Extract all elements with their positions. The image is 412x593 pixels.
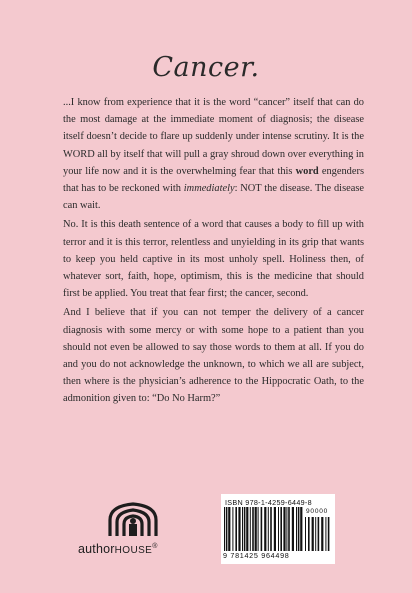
- paragraph-3-segment: And I believe that if you can not temper the delivery of a cancer diagnosis with some mercy or with some hope to a patient than you should not even be allowed to say those words to them at all. If you do and you do not acknowledge the unknown, to which we all are subject, then where is the physician’s adherence to the Hippocratic Oath, to the admonition given to: “Do No Harm?”: [63, 307, 364, 405]
- barcode-bar: [280, 507, 282, 551]
- barcode-bar: [296, 507, 297, 551]
- paragraph-1-segment: word: [295, 165, 319, 177]
- barcode-bars: [224, 507, 304, 551]
- barcode-bar: [312, 517, 314, 551]
- barcode-bar: [283, 507, 285, 551]
- barcode-bar: [232, 507, 233, 551]
- isbn-barcode: [221, 494, 335, 564]
- isbn-label: ISBN 978-1-4259-6449-8: [225, 498, 312, 507]
- barcode-bar: [264, 507, 266, 551]
- barcode-bar: [255, 507, 257, 551]
- paragraph-1-segment: engenders that has to be reckoned with: [63, 165, 364, 195]
- barcode-bar: [292, 507, 294, 551]
- barcode-bar: [226, 507, 228, 551]
- paragraph-3: [63, 304, 364, 407]
- registered-mark: ®: [152, 542, 158, 550]
- paragraph-1-segment: ...I know from experience that it is the word “cancer” itself that can do the most damage at the immediate moment of diagnosis; the disease itself doesn’t decide to flare up suddenly under intense scrutiny. It is the WORD all by itself that will pull a gray shroud down over everything in your life now and it is the overwhelming fear that this: [63, 97, 364, 177]
- barcode-bar: [325, 517, 326, 551]
- barcode-bar: [318, 517, 320, 551]
- paragraph-1-segment: : NOT the disease. The disease can wait.: [63, 183, 364, 212]
- barcode-bar: [250, 507, 251, 551]
- barcode-bar: [268, 507, 269, 551]
- barcode-bar: [228, 507, 230, 551]
- barcode-bar: [270, 507, 272, 551]
- barcode-bar: [224, 507, 225, 551]
- price-barcode-bars: [305, 517, 331, 551]
- paragraph-2: [63, 216, 364, 302]
- barcode-bar: [288, 507, 290, 551]
- barcode-bar: [258, 507, 259, 551]
- barcode-bar: [261, 507, 263, 551]
- barcode-bar: [242, 507, 243, 551]
- barcode-bar: [246, 507, 248, 551]
- publisher-name-part2: HOUSE: [114, 545, 153, 556]
- barcode-bar: [286, 507, 287, 551]
- barcode-bar: [278, 507, 279, 551]
- paragraph-1: [63, 94, 364, 214]
- price-code: 90000: [306, 508, 329, 515]
- barcode-bar: [235, 507, 237, 551]
- paragraph-2-segment: No. It is this death sentence of a word that causes a body to fill up with terror and it is this terror, relentless and unyielding in its grip that wants to keep you held captive in its most unholy spell. Holiness then, of whatever sort, faith, hope, optimism, this is the medicine that should first be applied. You treat that fear first; the cancer, second.: [63, 219, 364, 300]
- barcode-bar: [274, 507, 276, 551]
- body-text: [63, 94, 364, 410]
- publisher-name: [78, 542, 158, 556]
- page-title: Cancer.: [152, 52, 260, 83]
- barcode-bar: [244, 507, 246, 551]
- barcode-bar: [328, 517, 330, 551]
- barcode-digits: 9 781425 964498: [223, 551, 290, 560]
- barcode-bar: [321, 517, 323, 551]
- barcode-bar: [308, 517, 310, 551]
- publisher-name-part1: author: [78, 542, 115, 556]
- barcode-bar: [315, 517, 316, 551]
- barcode-bar: [300, 507, 302, 551]
- barcode-bar: [298, 507, 300, 551]
- barcode-bar: [305, 517, 306, 551]
- barcode-bar: [238, 507, 240, 551]
- barcode-bar: [252, 507, 254, 551]
- paragraph-1-segment: immediately: [183, 183, 235, 195]
